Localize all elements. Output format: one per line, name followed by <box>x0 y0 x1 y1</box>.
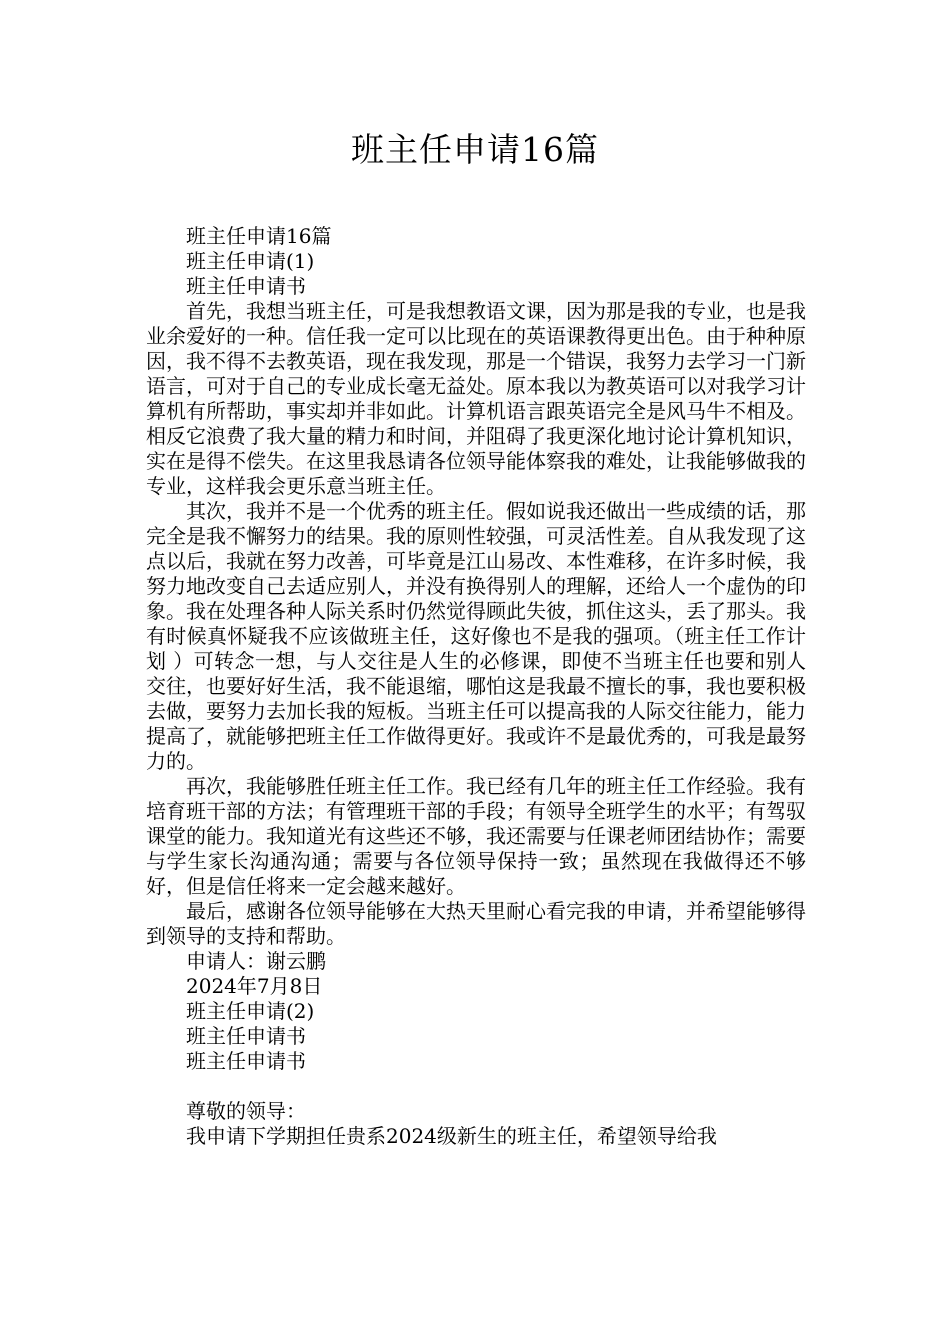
document-body <box>146 224 806 1149</box>
document-title: 班主任申请16篇 <box>351 130 599 169</box>
section-subheading: 班主任申请书 <box>186 1024 306 1048</box>
subtitle-line: 班主任申请16篇 <box>186 224 332 248</box>
paragraph: 首先，我想当班主任，可是我想教语文课，因为那是我的专业，也是我业余爱好的一种。信任我一定可以比现在的英语课教得更出色。由于种种原因，我不得不去教英语，现在我发现，那是一个错误，我努力去学习一门新语言，可对于自己的专业成长毫无益处。原本我以为教英语可以对我学习计算机有所帮助，事实却并非如此。计算机语言跟英语完全是风马牛不相及。相反它浪费了我大量的精力和时间，并阻碍了我更深化地讨论计算机知识，实在是得不偿失。在这里我恳请各位领导能体察我的难处，让我能够做我的专业，这样我会更乐意当班主任。 <box>146 299 806 498</box>
paragraph: 最后，感谢各位领导能够在大热天里耐心看完我的申请，并希望能够得到领导的支持和帮助。 <box>146 899 806 948</box>
section-heading: 班主任申请(1) <box>186 249 315 273</box>
paragraph: 再次，我能够胜任班主任工作。我已经有几年的班主任工作经验。我有培育班干部的方法；有管理班干部的手段；有领导全班学生的水平；有驾驭课堂的能力。我知道光有这些还不够，我还需要与任课老师团结协作；需要与学生家长沟通沟通；需要与各位领导保持一致；虽然现在我做得还不够好，但是信任将来一定会越来越好。 <box>146 774 806 898</box>
section-subheading: 班主任申请书 <box>186 274 306 298</box>
blank-line <box>146 1074 806 1099</box>
applicant-line: 申请人：谢云鹏 <box>186 949 326 973</box>
section-heading: 班主任申请(2) <box>186 999 315 1023</box>
section-subheading: 班主任申请书 <box>186 1049 306 1073</box>
salutation: 尊敬的领导： <box>186 1099 306 1123</box>
date-line: 2024年7月8日 <box>186 974 323 998</box>
paragraph: 我申请下学期担任贵系2024级新生的班主任，希望领导给我 <box>186 1124 717 1148</box>
paragraph: 其次，我并不是一个优秀的班主任。假如说我还做出一些成绩的话，那完全是我不懈努力的结果。我的原则性较强，可灵活性差。自从我发现了这点以后，我就在努力改善，可毕竟是江山易改、本性难移，在许多时候，我努力地改变自己去适应别人，并没有换得别人的理解，还给人一个虚伪的印象。我在处理各种人际关系时仍然觉得顾此失彼，抓住这头，丢了那头。我有时候真怀疑我不应该做班主任，这好像也不是我的强项。（班主任工作计划 ）可转念一想，与人交往是人生的必修课，即使不当班主任也要和别人交往，也要好好生活，我不能退缩，哪怕这是我最不擅长的事，我也要积极去做，要努力去加长我的短板。当班主任可以提高我的人际交往能力，能力提高了，就能够把班主任工作做得更好。我或许不是最优秀的，可我是最努力的。 <box>146 499 806 773</box>
